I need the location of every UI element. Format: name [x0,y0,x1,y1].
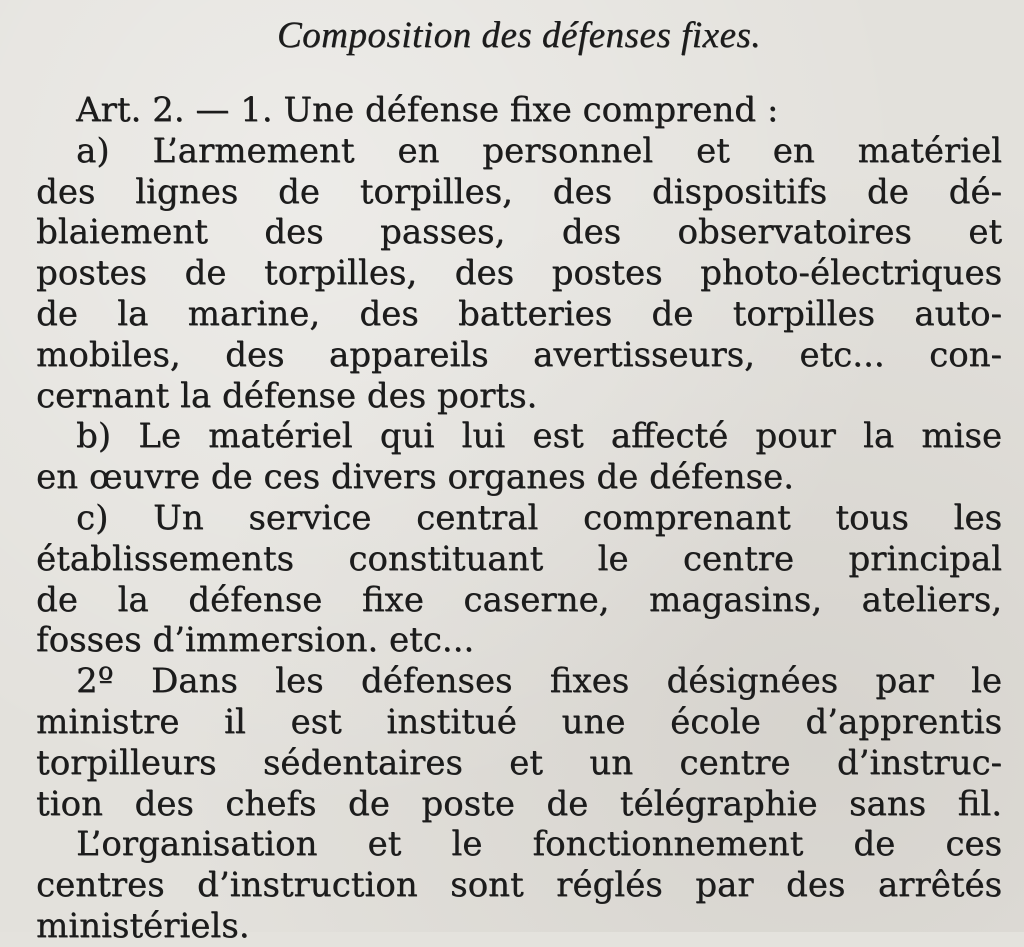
text-line-14: fosses d’immersion. etc... [36,620,475,661]
text-line-2: a) L’armement en personnel et en matériel [76,130,1002,171]
text-line-20: centres d’instruction sont réglés par des arrêtés [36,865,1002,906]
text-line-21: ministériels. [36,905,250,946]
text-line-12: établissements constituant le centre principal [36,538,1002,579]
text-line-8: cernant la défense des ports. [36,375,538,416]
text-line-6: de la marine, des batteries de torpilles auto- [36,293,1002,334]
text-line-5: postes de torpilles, des postes photo-électriques [36,253,1002,294]
text-line-4: blaiement des passes, des observatoires et [36,212,1002,253]
text-line-16: ministre il est institué une école d’apprentis [36,701,1002,742]
text-line-11: c) Un service central comprenant tous les [76,497,1002,538]
text-line-15: 2º Dans les défenses fixes désignées par le [76,661,1002,702]
text-line-7: mobiles, des appareils avertisseurs, etc... con- [36,334,1002,375]
text-line-10: en œuvre de ces divers organes de défense. [36,457,794,498]
text-line-13: de la défense fixe caserne, magasins, ateliers, [36,579,1002,620]
text-line-19: L’organisation et le fonctionnement de ces [76,824,1002,865]
text-line-1: Art. 2. — 1. Une défense fixe comprend : [76,90,779,130]
section-heading: Composition des défenses fixes. [276,15,762,56]
text-line-9: b) Le matériel qui lui est affecté pour la mise [76,416,1002,457]
text-line-3: des lignes de torpilles, des dispositifs de dé- [36,171,1002,212]
text-line-18: tion des chefs de poste de télégraphie sans fil. [36,783,1002,824]
article-text [36,90,1002,947]
text-line-17: torpilleurs sédentaires et un centre d’instruc- [36,742,1002,783]
